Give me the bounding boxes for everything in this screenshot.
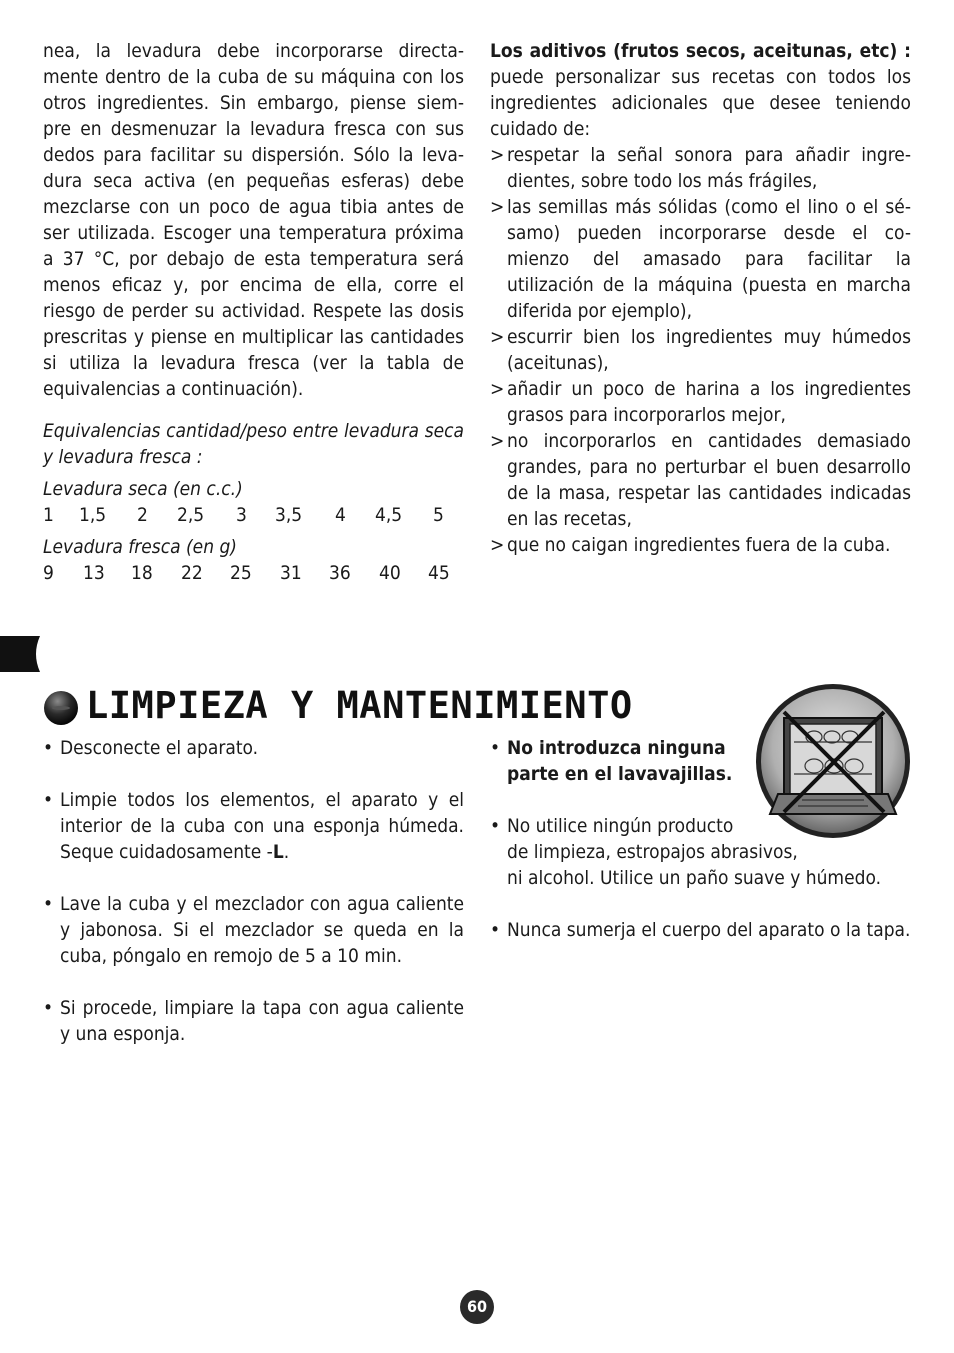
cleaning-step bbox=[43, 995, 464, 1047]
warning-line: de limpieza, estropajos abrasivos, bbox=[507, 841, 798, 863]
additive-tip-text: escurrir bien los ingredientes muy húmedos (aceitunas), bbox=[507, 326, 911, 374]
fresh-value: 9 bbox=[43, 562, 54, 584]
right-top-column bbox=[490, 38, 911, 558]
left-bottom-column bbox=[43, 735, 464, 1047]
additives-intro bbox=[490, 38, 911, 142]
cleaning-step bbox=[43, 787, 464, 865]
bullet-marker: • bbox=[43, 737, 54, 759]
additive-tip-text: que no caigan ingredientes fuera de la cuba. bbox=[507, 534, 891, 556]
arrow-marker: > bbox=[490, 534, 505, 556]
additive-tip bbox=[490, 194, 911, 324]
dry-value: 2 bbox=[137, 504, 148, 526]
yeast-paragraph: nea, la levadura debe incorporarse directa-mente dentro de la cuba de su máquina con los otros ingredientes. Sin embargo, piense siem-pre en desmenuzar la levadura fresca con sus dedos para facilitar su dispersión. Sólo la leva-dura seca activa (en pequeñas esferas) debe mezclarse con un poco de agua tibia antes de ser utilizada. Escoger una temperatura próxima a 37 °C, por debajo de esta temperatura será menos eficaz y, por encima de ella, corre el riesgo de perder su actividad. Respete las dosis prescritas y piense en multiplicar las cantidades si utiliza la levadura fresca (ver la tabla de equivalencias a continuación). bbox=[43, 40, 464, 400]
dry-value: 5 bbox=[433, 504, 444, 526]
additive-tip-text: las semillas más sólidas (como el lino o el sé-samo) pueden incorporarse desde el co-mienzo del amasado para facilitar la utilización de la máquina (puesta en marcha diferida por ejemplo), bbox=[507, 196, 911, 322]
warning-dishwasher bbox=[490, 735, 911, 787]
arrow-marker: > bbox=[490, 196, 505, 218]
right-bottom-column bbox=[490, 735, 911, 943]
warning-immersion bbox=[490, 917, 911, 943]
additive-tip bbox=[490, 428, 911, 532]
part-label-l: L bbox=[272, 841, 284, 863]
arrow-marker: > bbox=[490, 326, 505, 348]
additive-tip-text: añadir un poco de harina a los ingredientes grasos para incorporarlos mejor, bbox=[507, 378, 911, 426]
additives-intro-text: puede personalizar sus recetas con todos los ingredientes adicionales que desee teniendo cuidado de: bbox=[490, 66, 911, 140]
warning-line: No introduzca ninguna bbox=[507, 737, 726, 759]
additive-tip bbox=[490, 142, 911, 194]
fresh-value: 40 bbox=[379, 562, 401, 584]
fresh-value: 31 bbox=[280, 562, 302, 584]
fresh-yeast-label: Levadura fresca (en g) bbox=[43, 536, 237, 558]
bullet-marker: • bbox=[490, 919, 501, 941]
fresh-value: 25 bbox=[230, 562, 252, 584]
dry-yeast-label: Levadura seca (en c.c.) bbox=[43, 478, 243, 500]
dry-value: 3 bbox=[236, 504, 247, 526]
bullet-marker: • bbox=[43, 789, 54, 811]
bullet-marker: • bbox=[490, 815, 501, 837]
fresh-value: 36 bbox=[329, 562, 351, 584]
additive-tip bbox=[490, 324, 911, 376]
bullet-marker: • bbox=[43, 893, 54, 915]
bullet-marker: • bbox=[43, 997, 54, 1019]
additive-tip bbox=[490, 532, 911, 558]
fresh-value: 18 bbox=[131, 562, 153, 584]
fresh-yeast-values bbox=[43, 560, 464, 586]
dry-value: 4 bbox=[335, 504, 346, 526]
fresh-value: 13 bbox=[83, 562, 105, 584]
arrow-marker: > bbox=[490, 378, 505, 400]
dry-value: 4,5 bbox=[375, 504, 403, 526]
additives-heading: Los aditivos (frutos secos, aceitunas, etc) : bbox=[490, 40, 911, 62]
section-tab-icon bbox=[0, 636, 40, 672]
additive-tip bbox=[490, 376, 911, 428]
section-title: LIMPIEZA Y MANTENIMIENTO bbox=[86, 684, 633, 727]
cleaning-step-text: Si procede, limpiare la tapa con agua caliente y una esponja. bbox=[60, 997, 464, 1045]
page-number: 60 bbox=[460, 1290, 494, 1324]
cleaning-step-text: Limpie todos los elementos, el aparato y el interior de la cuba con una esponja húmeda. Seque cuidadosamente - bbox=[60, 789, 464, 863]
cleaning-step bbox=[43, 891, 464, 969]
arrow-marker: > bbox=[490, 144, 505, 166]
equivalence-heading: Equivalencias cantidad/peso entre levadura seca y levadura fresca : bbox=[43, 420, 464, 468]
cleaning-step bbox=[43, 735, 464, 761]
cleaning-step-text: Desconecte el aparato. bbox=[60, 737, 259, 759]
section-bullet-icon bbox=[43, 690, 79, 726]
warning-line: parte en el lavavajillas. bbox=[507, 763, 733, 785]
additive-tip-text: no incorporarlos en cantidades demasiado grandes, para no perturbar el buen desarrollo de la masa, respetar las cantidades indicadas en las recetas, bbox=[507, 430, 911, 530]
dry-yeast-values bbox=[43, 502, 464, 528]
dry-value: 1,5 bbox=[79, 504, 107, 526]
cleaning-step-text: Lave la cuba y el mezclador con agua caliente y jabonosa. Si el mezclador se queda en la cuba, póngalo en remojo de 5 a 10 min. bbox=[60, 893, 464, 967]
left-top-column bbox=[43, 38, 464, 586]
dry-value: 3,5 bbox=[275, 504, 303, 526]
warning-text: Nunca sumerja el cuerpo del aparato o la tapa. bbox=[507, 919, 911, 941]
warning-line: No utilice ningún producto bbox=[507, 815, 734, 837]
additive-tip-text: respetar la señal sonora para añadir ingre-dientes, sobre todo los más frágiles, bbox=[507, 144, 911, 192]
dry-value: 2,5 bbox=[177, 504, 205, 526]
arrow-marker: > bbox=[490, 430, 505, 452]
cleaning-step-end: . bbox=[283, 841, 290, 863]
warning-line: ni alcohol. Utilice un paño suave y húmedo. bbox=[507, 867, 882, 889]
fresh-value: 45 bbox=[428, 562, 450, 584]
dry-value: 1 bbox=[43, 504, 54, 526]
warning-products bbox=[490, 813, 911, 891]
bullet-marker: • bbox=[490, 737, 501, 759]
fresh-value: 22 bbox=[181, 562, 203, 584]
